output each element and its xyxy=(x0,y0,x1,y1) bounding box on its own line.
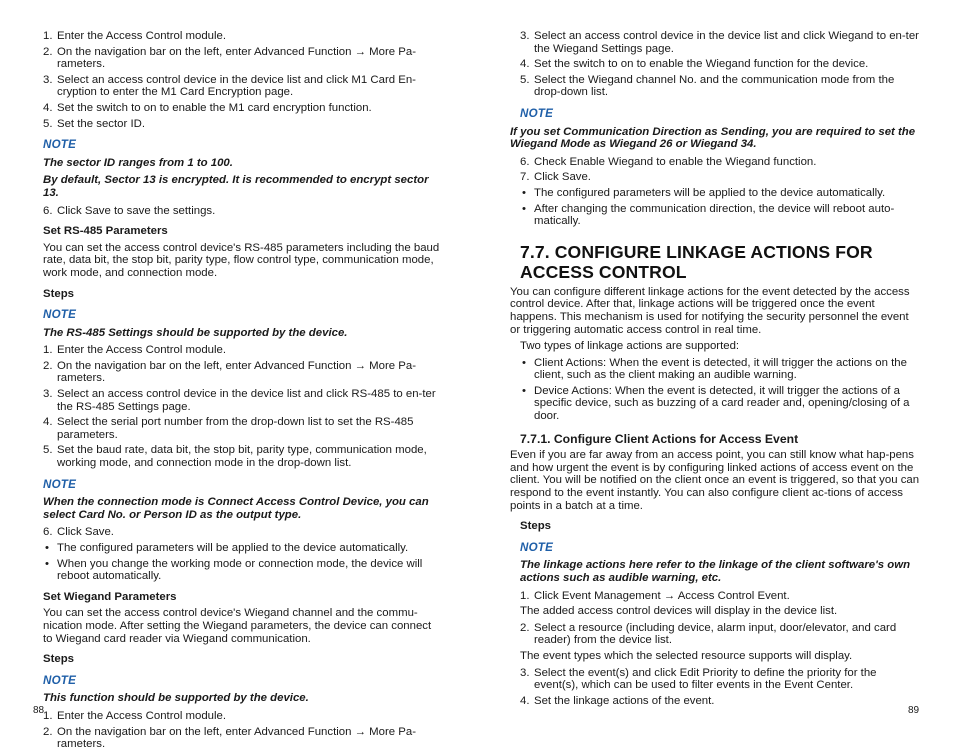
list-item-text: Select an access control device in the device list and click RS-485 to en-ter the RS-485 Settings page. xyxy=(57,388,436,413)
section-subheading: Steps xyxy=(43,653,75,666)
note-text: When the connection mode is Connect Access Control Device, you can select Card No. or Person ID as the output type. xyxy=(43,496,429,521)
list-item-text: Click Event Management → Access Control Event. xyxy=(534,589,790,602)
bullet-item xyxy=(510,357,920,382)
paragraph: The event types which the selected resource supports will display. xyxy=(520,649,853,662)
list-item-text: Click Save. xyxy=(57,526,114,539)
list-number: 1. xyxy=(43,344,53,357)
list-item xyxy=(510,156,920,169)
list-number: 7. xyxy=(520,171,530,184)
section-subheading: Steps xyxy=(520,520,552,533)
list-item-text: When you change the working mode or connection mode, the device will reboot automatically. xyxy=(57,557,423,583)
paragraph: You can configure different linkage actions for the event detected by the access control device. After that, linkage actions will be triggered once the event happens. This mechanism is used for notifying the security personnel the event or triggering automatic access control in real time. xyxy=(510,285,910,336)
list-item xyxy=(33,444,443,469)
note-text: By default, Sector 13 is encrypted. It is recommended to encrypt sector 13. xyxy=(43,174,429,199)
list-number: 1. xyxy=(43,709,53,722)
list-item xyxy=(33,388,443,413)
list-number: 6. xyxy=(520,155,530,168)
list-number: 2. xyxy=(43,725,53,738)
list-number: 3. xyxy=(520,666,530,679)
list-item xyxy=(510,171,920,184)
note-label: NOTE xyxy=(43,308,77,322)
list-number: 6. xyxy=(43,204,53,217)
list-number: 3. xyxy=(43,73,53,86)
subsection-heading: 7.7.1. Configure Client Actions for Access Event xyxy=(520,431,799,446)
list-item xyxy=(510,695,920,708)
bullet-item xyxy=(33,558,443,583)
right-page-column xyxy=(510,30,920,710)
list-item xyxy=(33,205,443,218)
list-item-text: Set the switch to on to enable the M1 card encryption function. xyxy=(57,101,372,114)
list-item-text: Client Actions: When the event is detected, it will trigger the actions on the client, such as the client making an audible warning. xyxy=(534,356,907,382)
list-item xyxy=(510,74,920,99)
paragraph: Even if you are far away from an access point, you can still know what hap-pens and how urgent the event is by configuring linked actions of access event on the client. You will be notified on the client once an event is triggered, so that you can respond to the event instantly. You can also configure client ac-tions of access points in a batch at a time. xyxy=(510,449,920,512)
list-item-text: Select a resource (including device, alarm input, door/elevator, and card reader) from the device list. xyxy=(534,621,897,647)
list-item xyxy=(510,622,920,647)
list-item-text: The configured parameters will be applied to the device automatically. xyxy=(534,186,886,199)
bullet-marker: • xyxy=(522,356,526,369)
list-item-text: Check Enable Wiegand to enable the Wiegand function. xyxy=(534,155,817,168)
bullet-marker: • xyxy=(522,202,526,215)
list-item xyxy=(510,667,920,692)
bullet-item xyxy=(510,203,920,228)
list-item-text: On the navigation bar on the left, enter Advanced Function → More Pa-rameters. xyxy=(57,725,417,751)
list-item xyxy=(33,118,443,131)
list-item-text: Set the linkage actions of the event. xyxy=(534,694,715,707)
list-number: 4. xyxy=(520,694,530,707)
bullet-marker: • xyxy=(45,542,49,554)
list-item xyxy=(510,30,920,55)
note-label: NOTE xyxy=(43,673,77,687)
section-subheading: Set Wiegand Parameters xyxy=(43,590,177,603)
list-number: 2. xyxy=(520,621,530,634)
note-label: NOTE xyxy=(43,138,77,152)
list-item-text: On the navigation bar on the left, enter Advanced Function → More Pa-rameters. xyxy=(57,45,417,71)
list-item xyxy=(33,416,443,441)
note-text: The RS-485 Settings should be supported by the device. xyxy=(43,326,348,339)
bullet-item xyxy=(510,385,920,423)
paragraph: You can set the access control device's RS-485 parameters including the baud rate, data bit, the stop bit, parity type, flow control type, communication mode, work mode, and connection mode. xyxy=(43,241,440,279)
list-number: 2. xyxy=(43,45,53,58)
list-number: 4. xyxy=(43,101,53,114)
paragraph: You can set the access control device's Wiegand channel and the commu-nication mode. After setting the Wiegand parameters, the device can connect to Wiegand card reader via Wiegand communication. xyxy=(43,607,432,645)
left-page-column xyxy=(33,30,443,754)
list-number: 4. xyxy=(520,58,530,71)
note-text: If you set Communication Direction as Sending, you are required to set the Wiegand Mode as Wiegand 26 or Wiegand 34. xyxy=(510,125,916,151)
list-item xyxy=(33,726,443,751)
list-item-text: Set the switch to on to enable the Wiegand function for the device. xyxy=(534,58,869,71)
list-item-text: Device Actions: When the event is detected, it will trigger the actions of a specific device, such as buzzing of a card reader and, opening/closing of a door. xyxy=(534,384,910,423)
bullet-marker: • xyxy=(522,384,526,397)
list-number: 3. xyxy=(520,30,530,42)
list-item-text: Select the serial port number from the drop-down list to set the RS-485 parameters. xyxy=(57,416,414,441)
note-label: NOTE xyxy=(520,540,554,554)
section-subheading: Set RS-485 Parameters xyxy=(43,225,168,238)
list-number: 1. xyxy=(43,30,53,42)
paragraph: The added access control devices will display in the device list. xyxy=(520,605,838,618)
list-item xyxy=(510,58,920,71)
list-item xyxy=(33,74,443,99)
list-number: 5. xyxy=(43,444,53,457)
list-item-text: Enter the Access Control module. xyxy=(57,709,227,722)
note-label: NOTE xyxy=(520,106,554,120)
list-number: 1. xyxy=(520,589,530,602)
list-number: 3. xyxy=(43,388,53,401)
note-text: The linkage actions here refer to the linkage of the client software's own actions such as audible warning, etc. xyxy=(520,559,911,584)
list-item-text: Select an access control device in the device list and click Wiegand to en-ter the Wiegand Settings page. xyxy=(534,30,919,55)
list-item-text: Select the Wiegand channel No. and the communication mode from the drop-down list. xyxy=(534,73,895,99)
list-item xyxy=(33,30,443,43)
list-item xyxy=(33,102,443,115)
list-item xyxy=(33,344,443,357)
list-number: 5. xyxy=(43,117,53,130)
section-subheading: Steps xyxy=(43,287,75,300)
list-item-text: Select an access control device in the device list and click M1 Card En-cryption to enter the M1 Card Encryption page. xyxy=(57,73,416,99)
list-number: 4. xyxy=(43,416,53,429)
list-item-text: On the navigation bar on the left, enter Advanced Function → More Pa-rameters. xyxy=(57,359,417,385)
list-item-text: Set the sector ID. xyxy=(57,117,145,130)
bullet-item xyxy=(33,542,443,555)
list-item xyxy=(33,46,443,71)
paragraph: Two types of linkage actions are supported: xyxy=(520,340,740,353)
list-item-text: Click Save. xyxy=(534,171,591,184)
list-item-text: Enter the Access Control module. xyxy=(57,30,227,42)
list-item-text: The configured parameters will be applied to the device automatically. xyxy=(57,542,409,554)
list-item xyxy=(33,710,443,723)
note-label: NOTE xyxy=(43,477,77,491)
list-item-text: Set the baud rate, data bit, the stop bit, parity type, communication mode, working mode, and connection mode in the drop-down list. xyxy=(57,444,427,470)
list-item xyxy=(510,590,920,603)
list-item xyxy=(33,360,443,385)
list-item-text: After changing the communication direction, the device will reboot auto-matically. xyxy=(534,202,895,228)
page-number-right: 89 xyxy=(908,705,920,716)
bullet-marker: • xyxy=(522,186,526,199)
note-text: This function should be supported by the device. xyxy=(43,692,309,705)
bullet-marker: • xyxy=(45,557,49,570)
list-number: 2. xyxy=(43,359,53,372)
list-item-text: Enter the Access Control module. xyxy=(57,344,227,357)
section-heading: 7.7. CONFIGURE LINKAGE ACTIONS FOR ACCESS CONTROL xyxy=(520,241,873,282)
list-number: 5. xyxy=(520,73,530,86)
list-item-text: Select the event(s) and click Edit Priority to define the priority for the event(s), which can be used to filter events in the Event Center. xyxy=(534,666,877,692)
page-number-left: 88 xyxy=(33,705,45,716)
bullet-item xyxy=(510,187,920,200)
note-text: The sector ID ranges from 1 to 100. xyxy=(43,156,233,169)
list-item-text: Click Save to save the settings. xyxy=(57,204,216,217)
list-item xyxy=(33,526,443,539)
list-number: 6. xyxy=(43,526,53,539)
